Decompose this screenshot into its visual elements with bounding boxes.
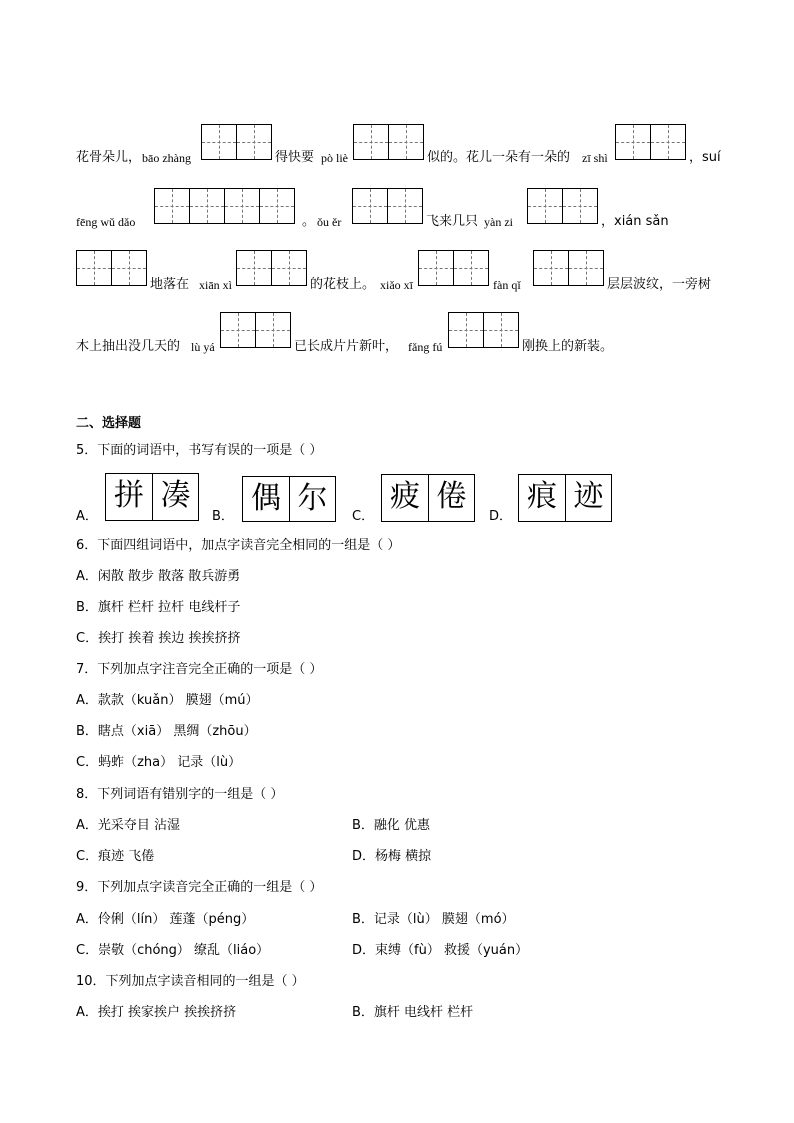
question-stem: 10．下列加点字读音相同的一组是（ ） (76, 974, 305, 989)
fill-text: 得快要 (275, 150, 315, 165)
pinyin-prompt: yàn zi (484, 215, 513, 229)
char-card (518, 474, 612, 522)
answer-grid[interactable] (533, 250, 604, 286)
pinyin-prompt: xiǎo xī (380, 278, 413, 292)
option-label[interactable]: B． (212, 509, 234, 524)
option-a[interactable]: A．闲散 散步 散落 散兵游勇 (76, 569, 241, 584)
char-card (242, 476, 336, 522)
answer-grid[interactable] (418, 250, 489, 286)
option-c[interactable]: C．崇敬（chóng） 缭乱（liáo） (76, 943, 270, 958)
char: 迹 (565, 475, 611, 521)
fill-text: 已长成片片新叶， (294, 339, 399, 354)
fill-text: 的花枝上。 (310, 277, 376, 292)
fill-text: 木上抽出没几天的 (76, 339, 181, 354)
fill-text: 刚换上的新装。 (522, 339, 614, 354)
answer-grid[interactable] (201, 124, 272, 160)
fill-text: 飞来几只 (426, 214, 479, 229)
pinyin-prompt: zī shì (582, 151, 608, 165)
fill-text: 。 (302, 214, 316, 229)
fill-text: 花骨朵儿， (76, 150, 142, 165)
option-c[interactable]: C．挨打 挨着 挨边 挨挨挤挤 (76, 631, 241, 646)
fill-text: 似的。花儿一朵有一朵的 (427, 150, 571, 165)
fill-text: ，xián sǎn (601, 214, 669, 229)
option-d[interactable]: D．束缚（fù） 救援（yuán） (352, 943, 529, 958)
answer-grid[interactable] (527, 188, 598, 224)
option-label[interactable]: A． (76, 509, 98, 524)
fill-text: ，suí (689, 150, 721, 165)
char-card (105, 473, 199, 521)
option-a[interactable]: A．伶俐（lín） 莲蓬（péng） (76, 912, 255, 927)
pinyin-prompt: fàn qǐ (493, 278, 521, 292)
section-title: 二、选择题 (76, 416, 142, 431)
question-stem: 6．下面四组词语中，加点字读音完全相同的一组是（ ） (76, 538, 401, 553)
char: 疲 (390, 479, 420, 514)
char: 偶 (251, 481, 281, 516)
char: 凑 (152, 474, 198, 520)
char: 拼 (114, 478, 144, 513)
option-b[interactable]: B．旗杆 电线杆 栏杆 (352, 1005, 474, 1020)
option-d[interactable]: D．杨梅 横掠 (352, 849, 432, 864)
option-a[interactable]: A．挨打 挨家挨户 挨挨挤挤 (76, 1005, 237, 1020)
answer-grid[interactable] (154, 188, 295, 224)
pinyin-prompt: ǒu ěr (317, 215, 342, 229)
char: 尔 (289, 477, 335, 521)
option-b[interactable]: B．旗杆 栏杆 拉杆 电线杆子 (76, 600, 241, 615)
option-label[interactable]: D． (489, 509, 513, 524)
option-label[interactable]: C． (352, 509, 375, 524)
answer-grid[interactable] (220, 312, 291, 348)
pinyin-prompt: lù yá (191, 340, 215, 354)
pinyin-prompt: fǎng fú (408, 340, 443, 354)
answer-grid[interactable] (352, 188, 423, 224)
option-c[interactable]: C．痕迹 飞倦 (76, 849, 155, 864)
option-a[interactable]: A．款款（kuǎn） 膜翅（mú） (76, 693, 259, 708)
answer-grid[interactable] (448, 312, 519, 348)
option-c[interactable]: C．蚂蚱（zha） 记录（lù） (76, 755, 242, 770)
option-b[interactable]: B．记录（lù） 膜翅（mó） (352, 912, 515, 927)
option-a[interactable]: A．光采夺目 沾湿 (76, 818, 181, 833)
fill-text: 地落在 (150, 277, 190, 292)
question-stem: 7．下列加点字注音完全正确的一项是（ ） (76, 662, 323, 677)
question-stem: 5．下面的词语中，书写有误的一项是（ ） (76, 443, 323, 458)
char: 倦 (428, 475, 474, 521)
answer-grid[interactable] (353, 124, 424, 160)
fill-text: 层层波纹，一旁树 (607, 277, 712, 292)
question-stem: 8．下列词语有错别字的一组是（ ） (76, 787, 284, 802)
pinyin-prompt: fēng wǔ dǎo (76, 215, 136, 229)
pinyin-prompt: bāo zhàng (142, 151, 191, 165)
pinyin-prompt: xiān xì (199, 278, 232, 292)
answer-grid[interactable] (236, 250, 307, 286)
pinyin-prompt: pò liè (321, 151, 348, 165)
option-b[interactable]: B．瞎点（xiā） 黑绸（zhōu） (76, 724, 257, 739)
answer-grid[interactable] (76, 250, 147, 286)
answer-grid[interactable] (615, 124, 686, 160)
char-card (381, 474, 475, 522)
option-b[interactable]: B．融化 优惠 (352, 818, 431, 833)
char: 痕 (527, 479, 557, 514)
question-stem: 9．下列加点字读音完全正确的一组是（ ） (76, 880, 323, 895)
